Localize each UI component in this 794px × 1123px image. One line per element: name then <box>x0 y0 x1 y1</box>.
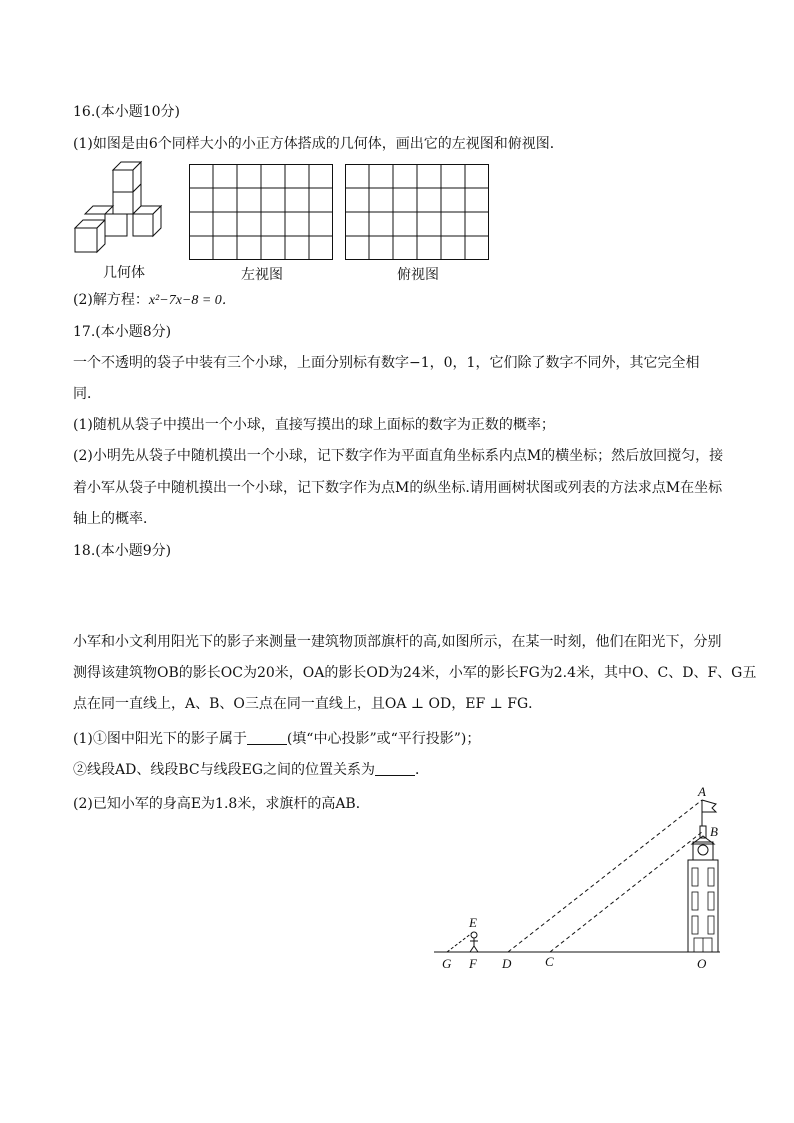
point-O: O <box>697 956 707 971</box>
q18-part1-b-suffix: ． <box>415 762 429 778</box>
point-G: G <box>442 956 452 971</box>
q17-part1: (1)随机从袋子中摸出一个小球，直接写摸出的球上面标的数字为正数的概率； <box>73 417 555 433</box>
point-A: A <box>698 784 706 799</box>
q18-intro-2: 测得该建筑物OB的影长OC为20米，OA的影长OD为24米，小军的影长FG为2.4米，其中O、C、D、F、G五 <box>73 665 757 681</box>
q18-part1-a-prefix: (1)①图中阳光下的影子属于 <box>73 731 247 747</box>
label-left-view: 左视图 <box>241 267 283 283</box>
q16-equation: x²−7x−8 = 0． <box>148 293 236 308</box>
point-D: D <box>502 956 512 971</box>
q18-intro-1: 小军和小文利用阳光下的影子来测量一建筑物顶部旗杆的高,如图所示，在某一时刻，他们在阳光下，分别 <box>73 634 722 650</box>
q18-header: 18.(本小题9分) <box>73 543 172 559</box>
q18-part1-b-prefix: ②线段AD、线段BC与线段EG之间的位置关系为 <box>73 762 375 778</box>
q16-header: 16.(本小题10分) <box>73 104 181 120</box>
left-view-grid[interactable] <box>189 164 333 260</box>
q16-part1: (1)如图是由6个同样大小的小正方体搭成的几何体，画出它的左视图和俯视图． <box>73 136 564 152</box>
q16-part2 <box>73 290 236 311</box>
label-solid: 几何体 <box>103 265 145 281</box>
point-F: F <box>469 956 477 971</box>
point-B: B <box>710 824 718 839</box>
q17-part2-1: (2)小明先从袋子中随机摸出一个小球，记下数字作为平面直角坐标系内点M的横坐标；然后放回搅匀，接 <box>73 448 724 464</box>
q17-part2-3: 轴上的概率． <box>73 511 157 527</box>
q18-part1-b <box>73 760 429 780</box>
q18-part1-a-suffix: (填“中心投影”或“平行投影”)； <box>286 731 481 747</box>
point-E: E <box>469 915 477 930</box>
q16-part2-prefix: (2)解方程： <box>73 292 149 308</box>
q17-part2-2: 着小军从袋子中随机摸出一个小球，记下数字作为点M的纵坐标.请用画树状图或列表的方法求点M在坐标 <box>73 480 723 496</box>
cube-solid-figure <box>70 158 170 258</box>
label-top-view: 俯视图 <box>397 267 439 283</box>
top-view-grid[interactable] <box>345 164 489 260</box>
q17-header: 17.(本小题8分) <box>73 324 172 340</box>
point-C: C <box>545 954 554 969</box>
q17-intro-1: 一个不透明的袋子中装有三个小球，上面分别标有数字−1，0，1，它们除了数字不同外，其它完全相 <box>73 355 700 371</box>
answer-blank-1[interactable] <box>247 730 287 745</box>
q17-intro-2: 同． <box>73 386 101 402</box>
q18-part2: (2)已知小军的身高E为1.8米，求旗杆的高AB． <box>73 796 370 812</box>
answer-blank-2[interactable] <box>375 761 415 776</box>
q18-part1-a <box>73 729 480 749</box>
q18-intro-3: 点在同一直线上，A、B、O三点在同一直线上，且OA ⊥ OD，EF ⊥ FG． <box>73 696 543 712</box>
shadow-figure <box>420 780 740 980</box>
